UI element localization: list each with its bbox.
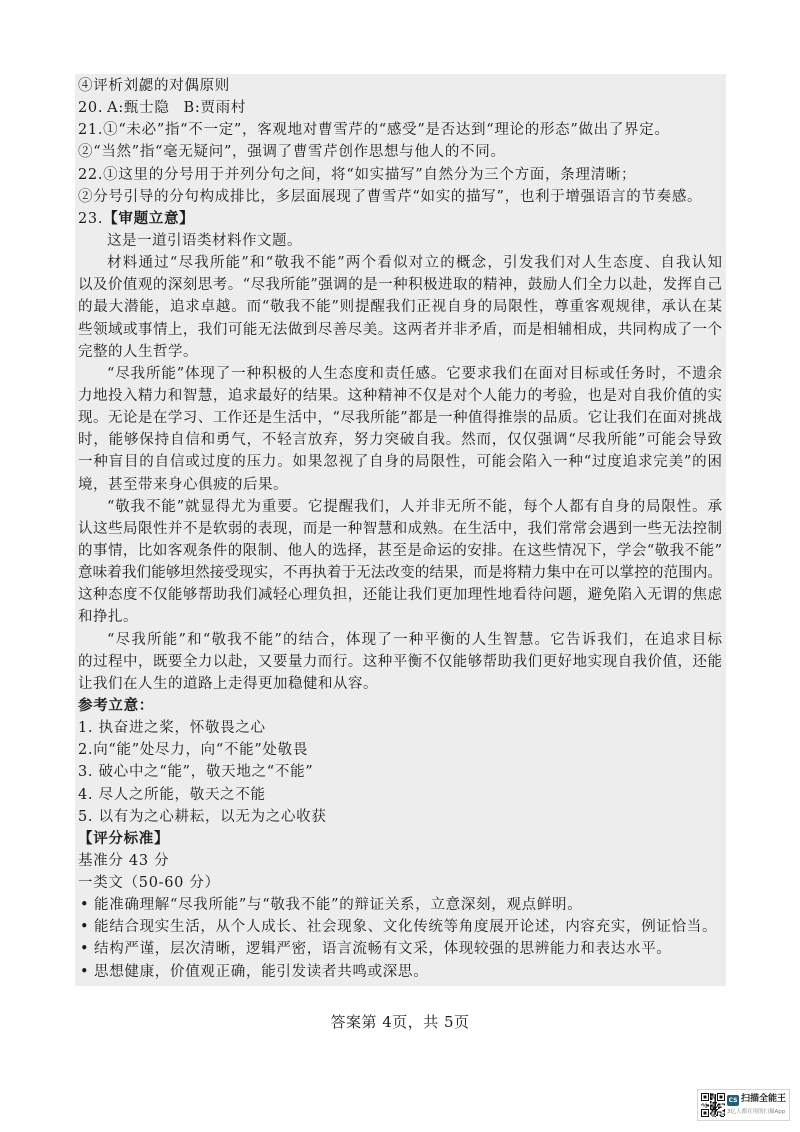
- base-score: 基准分 43 分: [78, 852, 170, 869]
- grade-one-label: 一类文（50-60 分）: [78, 875, 220, 892]
- analysis-paragraph: [78, 496, 722, 629]
- paragraph-line: “尽我所能”体现了一种积极的人生态度和责任感。它要求我们在面对目标或任务时，不遗余: [107, 365, 722, 382]
- question-number-20: 20.: [78, 100, 104, 117]
- paragraph-line: 现。无论是在学习、工作还是生活中，“尽我所能”都是一种值得推崇的品质。它让我们在面对挑战: [78, 410, 722, 427]
- section-title: 【审题立意】: [103, 209, 195, 227]
- reference-item: 3. 破心中之“能”，敬天地之“不能”: [78, 764, 314, 781]
- reference-title: 参考立意：: [78, 696, 154, 714]
- answer-22-line-2: ②分号引导的分句构成排比，多层面展现了曹雪芹“如实的描写”，也利于增强语言的节奏感。: [78, 188, 703, 205]
- paragraph-line: “敬我不能”就显得尤为重要。它提醒我们，人并非无所不能，每个人都有自身的局限性。承: [107, 498, 722, 515]
- paragraph-line: 完整的人生哲学。: [78, 343, 198, 360]
- paragraph-line: “尽我所能”和“敬我不能”的结合，体现了一种平衡的人生智慧。它告诉我们，在追求目标: [107, 631, 722, 648]
- criterion-item: • 结构严谨，层次清晰，逻辑严密，语言流畅有文采，体现较强的思辨能力和表达水平。: [78, 938, 722, 960]
- paragraph-line: 以及价值观的深刻思考。“尽我所能”强调的是一种积极进取的精神，鼓励人们全力以赴，发挥自己: [78, 277, 722, 294]
- paragraph-line: 一种盲目的自信或过度的压力。如果忽视了自身的局限性，可能会陷入一种“过度追求完美”的困: [78, 454, 722, 471]
- paragraph-line: 认这些局限性并不是软弱的表现，而是一种智慧和成熟。在生活中，我们常常会遇到一些无法控制: [78, 520, 722, 537]
- analysis-paragraph: [78, 363, 722, 496]
- paragraph-line: 境，甚至带来身心俱疲的后果。: [78, 476, 288, 493]
- answer-20-a: A:甄士隐: [107, 100, 170, 117]
- paragraph-line: 意味着我们能够坦然接受现实，不再执着于无法改变的结果，而是将精力集中在可以掌控的范围内。: [78, 565, 722, 582]
- reference-item: 1. 执奋进之桨，怀敬畏之心: [78, 720, 266, 737]
- scanner-watermark: [697, 1089, 790, 1121]
- question-number-23: 23.: [78, 210, 104, 227]
- reference-item: 2.向“能”处尽力，向“不能”处敬畏: [78, 742, 309, 759]
- analysis-paragraph: [78, 629, 722, 695]
- answer-21-line-2: ②“当然”指“毫无疑问”，强调了曹雪芹创作思想与他人的不同。: [78, 144, 506, 161]
- analysis-paragraphs: [78, 252, 722, 695]
- paragraph-line: 材料通过“尽我所能”和“敬我不能”两个看似对立的概念，引发我们对人生态度、自我认知: [107, 255, 722, 272]
- paragraph-line: 些领域或事情上，我们可能无法做到尽善尽美。这两者并非矛盾，而是相辅相成，共同构成了一个: [78, 321, 722, 338]
- watermark-tagline: 3亿人都在用的扫描App: [727, 1109, 786, 1115]
- answer-panel: [75, 74, 726, 986]
- scoring-title: 【评分标准】: [78, 829, 170, 847]
- analysis-paragraph: [78, 252, 722, 363]
- answer-21-line-1: 21.①“未必”指“不一定”，客观地对曹雪芹的“感受”是否达到“理论的形态”做出了界定。: [78, 122, 670, 139]
- camscanner-logo-icon: CS: [728, 1097, 738, 1104]
- paragraph-line: 让我们在人生的道路上走得更加稳健和从容。: [78, 675, 378, 692]
- paragraph-line: 的事情，比如客观条件的限制、他人的选择，甚至是命运的安排。在这些情况下，学会“敬我不能”: [78, 542, 722, 559]
- criterion-item: • 能结合现实生活，从个人成长、社会现象、文化传统等角度展开论述，内容充实，例证恰当。: [78, 916, 722, 938]
- answer-content: [75, 74, 726, 983]
- page-footer: 答案第 4页，共 5页: [330, 1013, 470, 1031]
- paragraph-line: 这种态度不仅能够帮助我们减轻心理负担，还能让我们更加理性地看待问题，避免陷入无谓的焦虑: [78, 587, 722, 604]
- answer-19-item-4: ④评析刘勰的对偶原则: [78, 78, 230, 94]
- paragraph-line: 和挣扎。: [78, 609, 138, 626]
- answer-20: [78, 97, 722, 119]
- reference-list: [78, 717, 722, 828]
- criterion-item: • 思想健康，价值观正确，能引发读者共鸣或深思。: [78, 961, 722, 983]
- paragraph-line: 的最大潜能，追求卓越。而“敬我不能”则提醒我们正视自身的局限性，尊重客观规律，承认在某: [78, 299, 722, 316]
- grade-one-criteria: [78, 894, 722, 983]
- reference-item: 4. 尽人之所能，敬天之不能: [78, 786, 266, 803]
- answer-22-line-1: 22.①这里的分号用于并列分句之间，将“如实描写”自然分为三个方面，条理清晰；: [78, 166, 637, 183]
- essay-intro: 这是一道引语类材料作文题。: [107, 232, 302, 249]
- watermark-app-name: 扫描全能王: [741, 1094, 787, 1104]
- paragraph-line: 力地投入精力和智慧，追求最好的结果。这种精神不仅是对个人能力的考验，也是对自我价值的实: [78, 387, 722, 404]
- criterion-item: • 能准确理解“尽我所能”与“敬我不能”的辩证关系，立意深刻，观点鲜明。: [78, 894, 722, 916]
- paragraph-line: 的过程中，既要全力以赴，又要量力而行。这种平衡不仅能够帮助我们更好地实现自我价值，还能: [78, 653, 722, 670]
- answer-20-b: B:贾雨村: [183, 100, 247, 117]
- paragraph-line: 时，能够保持自信和勇气，不轻言放弃，努力突破自我。然而，仅仅强调“尽我所能”可能会导致: [78, 432, 722, 449]
- question-23-heading: [78, 208, 722, 230]
- qr-code-icon: [701, 1093, 725, 1117]
- reference-item: 5. 以有为之心耕耘，以无为之心收获: [78, 808, 327, 825]
